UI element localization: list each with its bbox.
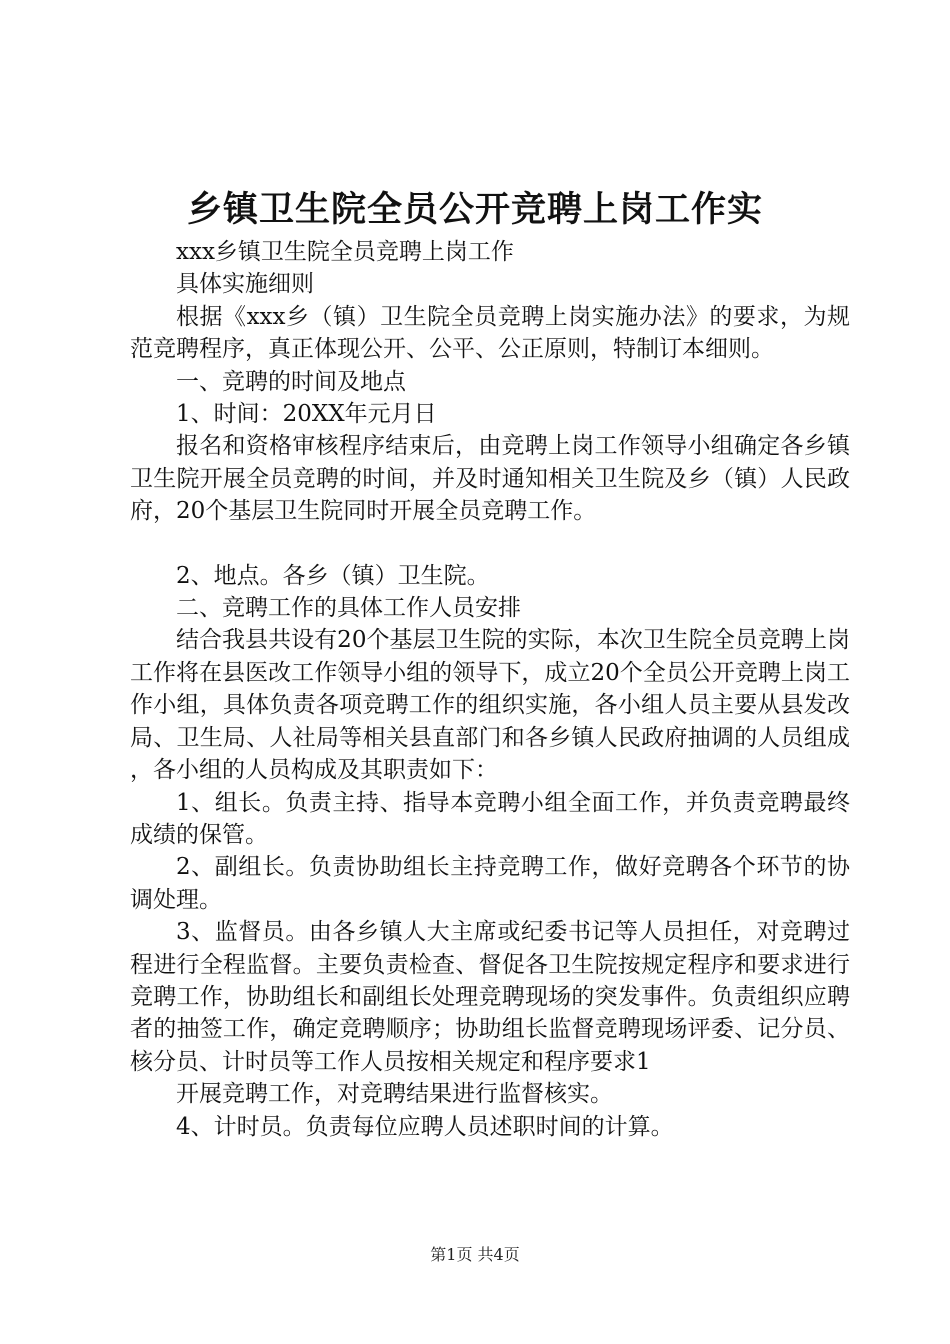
paragraph: 具体实施细则 <box>176 271 314 298</box>
paragraph: 4、计时员。负责每位应聘人员述职时间的计算。 <box>176 1113 674 1140</box>
paragraph: 2、地点。各乡（镇）卫生院。 <box>176 562 490 589</box>
paragraph: 3、监督员。由各乡镇人大主席或纪委书记等人员担任，对竞聘过程进行全程监督。主要负责检查、督促各卫生院按规定程序和要求进行竞聘工作，协助组长和副组长处理竞聘现场的突发事件。负责组织应聘者的抽签工作，确定竞聘顺序；协助组长监督竞聘现场评委、记分员、核分员、计时员等工作人员按相关规定和程序要求1 <box>130 919 850 1075</box>
paragraph: 报名和资格审核程序结束后，由竞聘上岗工作领导小组确定各乡镇卫生院开展全员竞聘的时间，并及时通知相关卫生院及乡（镇）人民政府，20个基层卫生院同时开展全员竞聘工作。 <box>130 433 850 525</box>
document-title: 乡镇卫生院全员公开竞聘上岗工作实 <box>186 189 763 230</box>
section-heading: 二、竞聘工作的具体工作人员安排 <box>176 595 521 622</box>
paragraph: 结合我县共设有20个基层卫生院的实际，本次卫生院全员竞聘上岗工作将在县医改工作领导小组的领导下，成立20个全员公开竞聘上岗工作小组，具体负责各项竞聘工作的组织实施，各小组人员主要从县发改局、卫生局、人社局等相关县直部门和各乡镇人民政府抽调的人员组成，各小组的人员构成及其职责如下： <box>130 627 850 784</box>
paragraph: 1、组长。负责主持、指导本竞聘小组全面工作，并负责竞聘最终成绩的保管。 <box>130 789 850 848</box>
page-footer: 第1页 共4页 <box>430 1245 520 1264</box>
section-heading: 一、竞聘的时间及地点 <box>176 368 406 395</box>
paragraph: 根据《xxx乡（镇）卫生院全员竞聘上岗实施办法》的要求，为规范竞聘程序，真正体现公开、公平、公正原则，特制订本细则。 <box>130 303 850 363</box>
paragraph: 2、副组长。负责协助组长主持竞聘工作，做好竞聘各个环节的协调处理。 <box>130 854 850 913</box>
paragraph: xxx乡镇卫生院全员竞聘上岗工作 <box>176 239 514 265</box>
document-body <box>130 236 850 1143</box>
paragraph: 1、时间：20XX年元月日 <box>176 401 437 428</box>
paragraph: 开展竞聘工作，对竞聘结果进行监督核实。 <box>176 1081 613 1108</box>
